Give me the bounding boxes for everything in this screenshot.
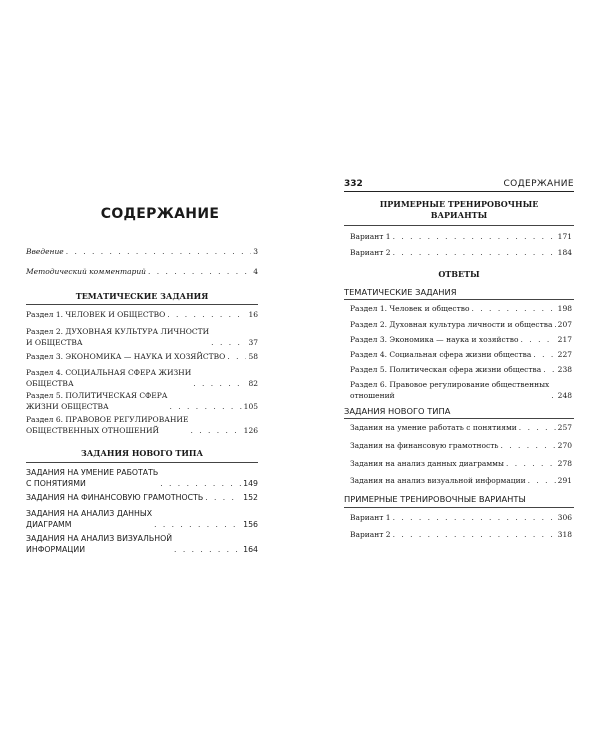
toc-entry-label-cont: ОБЩЕСТВЕННЫХ ОТНОШЕНИЙ bbox=[26, 426, 160, 435]
toc-entry-page: 16 bbox=[248, 310, 258, 319]
running-header bbox=[344, 179, 574, 192]
toc-entry-methodical-comment[interactable] bbox=[26, 266, 258, 277]
toc-entry-page: 227 bbox=[557, 350, 572, 359]
toc-entry-label: Раздел 5. Политическая сфера жизни общества bbox=[350, 365, 542, 374]
page-title: СОДЕРЖАНИЕ bbox=[100, 206, 220, 222]
section-divider bbox=[26, 462, 258, 463]
section-divider bbox=[26, 304, 258, 305]
toc-entry-label-cont: ЖИЗНИ ОБЩЕСТВА bbox=[26, 402, 109, 411]
toc-entry-variant-2[interactable] bbox=[350, 247, 572, 258]
toc-entry-label: Задания на анализ визуальной информации bbox=[350, 476, 526, 485]
right-page bbox=[300, 0, 600, 750]
toc-entry-section-2[interactable] bbox=[26, 326, 258, 348]
page-number: 332 bbox=[344, 179, 363, 189]
toc-entry-label-cont: ОБЩЕСТВА bbox=[26, 379, 74, 388]
toc-entry-label-cont: С ПОНЯТИЯМИ bbox=[26, 479, 86, 488]
toc-entry-page: 270 bbox=[557, 441, 572, 450]
toc-entry-page: 198 bbox=[557, 304, 572, 313]
toc-entry-label: Раздел 6. ПРАВОВОЕ РЕГУЛИРОВАНИЕ bbox=[26, 415, 189, 424]
section-heading-answers: ОТВЕТЫ bbox=[438, 269, 480, 279]
toc-entry-label: Раздел 6. Правовое регулирование общественных bbox=[350, 380, 550, 389]
toc-entry-page: 171 bbox=[557, 232, 572, 241]
toc-entry-section-1[interactable] bbox=[26, 309, 258, 320]
toc-entry-label: Раздел 3. Экономика — наука и хозяйство bbox=[350, 335, 519, 344]
toc-entry-variant-1[interactable] bbox=[350, 231, 572, 242]
toc-entry-answers-section-6[interactable] bbox=[350, 379, 572, 401]
toc-entry-section-4[interactable] bbox=[26, 367, 258, 389]
section-divider bbox=[344, 507, 574, 508]
toc-entry-label: Раздел 3. ЭКОНОМИКА — НАУКА И ХОЗЯЙСТВО bbox=[26, 352, 226, 361]
toc-entry-page: 37 bbox=[248, 338, 258, 347]
toc-entry-label-cont: И ОБЩЕСТВА bbox=[26, 338, 83, 347]
toc-entry-label: Задания на анализ данных диаграммы bbox=[350, 459, 504, 468]
toc-entry-page: 248 bbox=[557, 391, 572, 400]
toc-entry-section-6[interactable] bbox=[26, 414, 258, 436]
toc-entry-page: 4 bbox=[253, 267, 258, 276]
toc-entry-financial-literacy[interactable] bbox=[26, 492, 258, 503]
toc-entry-answers-diagram[interactable] bbox=[350, 458, 572, 469]
toc-entry-answers-section-4[interactable] bbox=[350, 349, 572, 360]
toc-entry-label: Раздел 2. ДУХОВНАЯ КУЛЬТУРА ЛИЧНОСТИ bbox=[26, 327, 210, 336]
toc-entry-label: Вариант 2 bbox=[350, 530, 391, 539]
toc-entry-page: 257 bbox=[557, 423, 572, 432]
toc-entry-label: Раздел 1. ЧЕЛОВЕК И ОБЩЕСТВО bbox=[26, 310, 166, 319]
toc-entry-label: Вариант 1 bbox=[350, 513, 391, 522]
toc-entry-section-5[interactable] bbox=[26, 390, 258, 412]
toc-entry-introduction[interactable] bbox=[26, 246, 258, 257]
toc-entry-page: 152 bbox=[243, 493, 258, 502]
section-heading-line: ВАРИАНТЫ bbox=[430, 210, 488, 220]
toc-entry-label: Задания на умение работать с понятиями bbox=[350, 423, 517, 432]
toc-entry-answers-visual[interactable] bbox=[350, 475, 572, 486]
toc-entry-answers-financial[interactable] bbox=[350, 440, 572, 451]
toc-entry-page: 217 bbox=[557, 335, 572, 344]
toc-entry-page: 149 bbox=[243, 479, 258, 488]
toc-entry-page: 3 bbox=[253, 247, 258, 256]
toc-entry-label: ЗАДАНИЯ НА ФИНАНСОВУЮ ГРАМОТНОСТЬ bbox=[26, 493, 204, 502]
toc-entry-answers-variant-1[interactable] bbox=[350, 512, 572, 523]
toc-entry-page: 82 bbox=[248, 379, 258, 388]
section-heading-variants bbox=[344, 199, 574, 221]
toc-entry-answers-section-3[interactable] bbox=[350, 334, 572, 345]
toc-entry-label: Задания на финансовую грамотность bbox=[350, 441, 499, 450]
section-heading-answers-thematic: ТЕМАТИЧЕСКИЕ ЗАДАНИЯ bbox=[344, 287, 457, 297]
section-divider bbox=[344, 418, 574, 419]
toc-entry-answers-concepts[interactable] bbox=[350, 422, 572, 433]
toc-entry-section-3[interactable] bbox=[26, 351, 258, 362]
toc-entry-label: Раздел 5. ПОЛИТИЧЕСКАЯ СФЕРА bbox=[26, 391, 168, 400]
toc-entry-page: 156 bbox=[243, 520, 258, 529]
section-heading-line: ПРИМЕРНЫЕ ТРЕНИРОВОЧНЫЕ bbox=[379, 199, 539, 209]
toc-entry-label: Раздел 1. Человек и общество bbox=[350, 304, 470, 313]
toc-entry-answers-section-1[interactable] bbox=[350, 303, 572, 314]
toc-entry-page: 105 bbox=[243, 402, 258, 411]
toc-entry-diagram-analysis[interactable] bbox=[26, 508, 258, 530]
toc-entry-label: Вариант 2 bbox=[350, 248, 391, 257]
section-heading-answers-new-type: ЗАДАНИЯ НОВОГО ТИПА bbox=[344, 406, 451, 416]
running-header-label: СОДЕРЖАНИЕ bbox=[503, 179, 574, 189]
toc-entry-label-cont: ИНФОРМАЦИИ bbox=[26, 545, 86, 554]
toc-entry-answers-section-5[interactable] bbox=[350, 364, 572, 375]
toc-entry-label: Раздел 2. Духовная культура личности и общества bbox=[350, 320, 553, 329]
toc-entry-page: 164 bbox=[243, 545, 258, 554]
toc-entry-label: ЗАДАНИЯ НА УМЕНИЕ РАБОТАТЬ bbox=[26, 468, 159, 477]
toc-entry-label-cont: отношений bbox=[350, 391, 395, 400]
toc-entry-answers-variant-2[interactable] bbox=[350, 529, 572, 540]
section-divider bbox=[344, 225, 574, 226]
toc-entry-label: Методический комментарий bbox=[26, 267, 147, 276]
section-heading-new-type: ЗАДАНИЯ НОВОГО ТИПА bbox=[81, 448, 203, 458]
toc-entry-label: Вариант 1 bbox=[350, 232, 391, 241]
section-heading-answers-variants: ПРИМЕРНЫЕ ТРЕНИРОВОЧНЫЕ ВАРИАНТЫ bbox=[344, 494, 526, 504]
toc-entry-page: 207 bbox=[557, 320, 572, 329]
toc-entry-page: 58 bbox=[248, 352, 258, 361]
toc-entry-answers-section-2[interactable] bbox=[350, 319, 572, 330]
toc-entry-page: 306 bbox=[557, 513, 572, 522]
section-divider bbox=[344, 299, 574, 300]
toc-entry-page: 184 bbox=[557, 248, 572, 257]
section-heading-thematic: ТЕМАТИЧЕСКИЕ ЗАДАНИЯ bbox=[75, 291, 209, 301]
toc-entry-page: 291 bbox=[557, 476, 572, 485]
toc-entry-concepts[interactable] bbox=[26, 467, 258, 489]
toc-entry-page: 238 bbox=[557, 365, 572, 374]
toc-entry-page: 318 bbox=[557, 530, 572, 539]
toc-entry-label: Введение bbox=[26, 247, 64, 256]
toc-entry-label-cont: ДИАГРАММ bbox=[26, 520, 72, 529]
toc-entry-label: Раздел 4. СОЦИАЛЬНАЯ СФЕРА ЖИЗНИ bbox=[26, 368, 192, 377]
toc-entry-label: ЗАДАНИЯ НА АНАЛИЗ ДАННЫХ bbox=[26, 509, 153, 518]
toc-entry-label: Раздел 4. Социальная сфера жизни общества bbox=[350, 350, 532, 359]
toc-entry-visual-analysis[interactable] bbox=[26, 533, 258, 555]
toc-entry-label: ЗАДАНИЯ НА АНАЛИЗ ВИЗУАЛЬНОЙ bbox=[26, 534, 173, 543]
toc-entry-page: 278 bbox=[557, 459, 572, 468]
toc-entry-page: 126 bbox=[243, 426, 258, 435]
